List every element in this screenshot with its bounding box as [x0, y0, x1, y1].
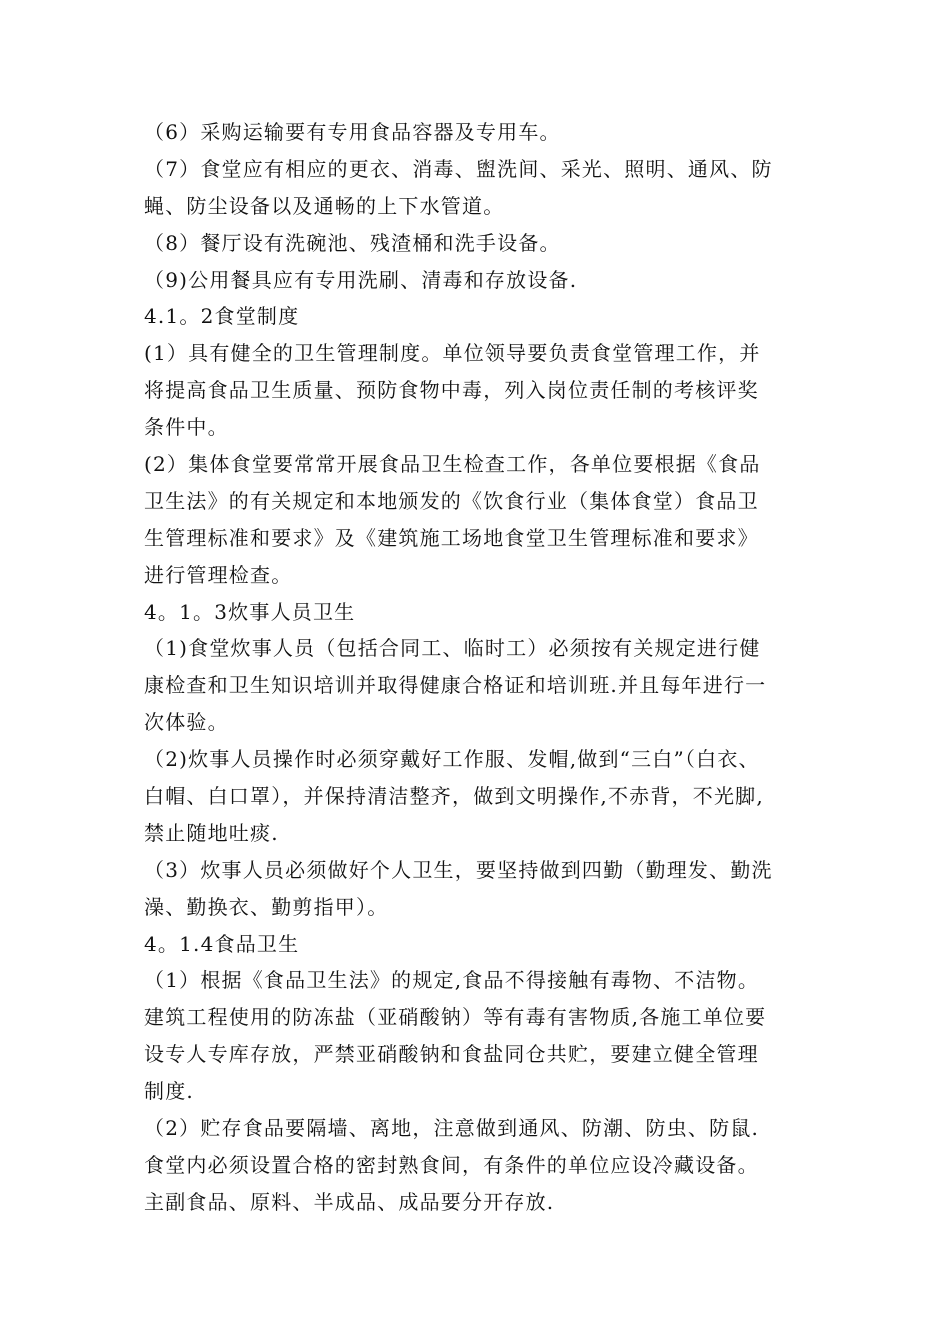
- text-line: 进行管理检查。: [144, 562, 293, 587]
- text-line: （3）炊事人员必须做好个人卫生，要坚持做到四勤（勤理发、勤洗: [144, 857, 773, 882]
- text-line: （2）贮存食品要隔墙、离地，注意做到通风、防潮、防虫、防鼠.: [144, 1116, 760, 1141]
- text-line: 食堂内必须设置合格的密封熟食间，有条件的单位应设冷藏设备。: [144, 1152, 759, 1177]
- text-line: 蝇、防尘设备以及通畅的上下水管道。: [144, 193, 505, 218]
- text-line: 建筑工程使用的防冻盐（亚硝酸钠）等有毒有害物质,各施工单位要: [144, 1005, 767, 1030]
- text-line: （6）采购运输要有专用食品容器及专用车。: [144, 120, 561, 144]
- text-line: (1）具有健全的卫生管理制度。单位领导要负责食堂管理工作，并: [144, 341, 761, 366]
- section-heading: 4。1.4食品卫生: [144, 931, 300, 956]
- text-line: 禁止随地吐痰.: [144, 820, 279, 845]
- text-line: （8）餐厅设有洗碗池、残渣桶和洗手设备。: [144, 230, 561, 255]
- text-line: （2)炊事人员操作时必须穿戴好工作服、发帽,做到“三白”（白衣、: [144, 747, 760, 772]
- text-line: 次体验。: [144, 710, 229, 735]
- text-line: 卫生法》的有关规定和本地颁发的《饮食行业（集体食堂）食品卫: [144, 488, 759, 513]
- text-line: 生管理标准和要求》及《建筑施工场地食堂卫生管理标准和要求》: [144, 525, 759, 550]
- document-body: [144, 114, 824, 1221]
- text-line: 澡、勤换衣、勤剪指甲）。: [144, 894, 389, 919]
- text-line: 将提高食品卫生质量、预防食物中毒，列入岗位责任制的考核评奖: [144, 378, 759, 403]
- text-line: 设专人专库存放，严禁亚硝酸钠和食盐同仓共贮，要建立健全管理: [144, 1042, 759, 1067]
- text-line: 主副食品、原料、半成品、成品要分开存放.: [144, 1189, 555, 1214]
- section-heading: 4.1。2食堂制度: [144, 304, 300, 329]
- text-line: （1）根据《食品卫生法》的规定,食品不得接触有毒物、不洁物。: [144, 968, 760, 993]
- text-line: 制度.: [144, 1079, 194, 1104]
- text-line: 康检查和卫生知识培训并取得健康合格证和培训班.并且每年进行一: [144, 673, 767, 698]
- text-line: 白帽、白口罩），并保持清洁整齐，做到文明操作,不赤背，不光脚,: [144, 784, 764, 809]
- text-line: （9)公用餐具应有专用洗刷、清毒和存放设备.: [144, 267, 578, 292]
- text-line: （7）食堂应有相应的更衣、消毒、盥洗间、采光、照明、通风、防: [144, 156, 773, 181]
- section-heading: 4。1。3炊事人员卫生: [144, 599, 356, 624]
- text-line: 条件中。: [144, 415, 229, 440]
- text-line: (2）集体食堂要常常开展食品卫生检查工作，各单位要根据《食品: [144, 452, 761, 477]
- text-line: （1)食堂炊事人员（包括合同工、临时工）必须按有关规定进行健: [144, 636, 761, 661]
